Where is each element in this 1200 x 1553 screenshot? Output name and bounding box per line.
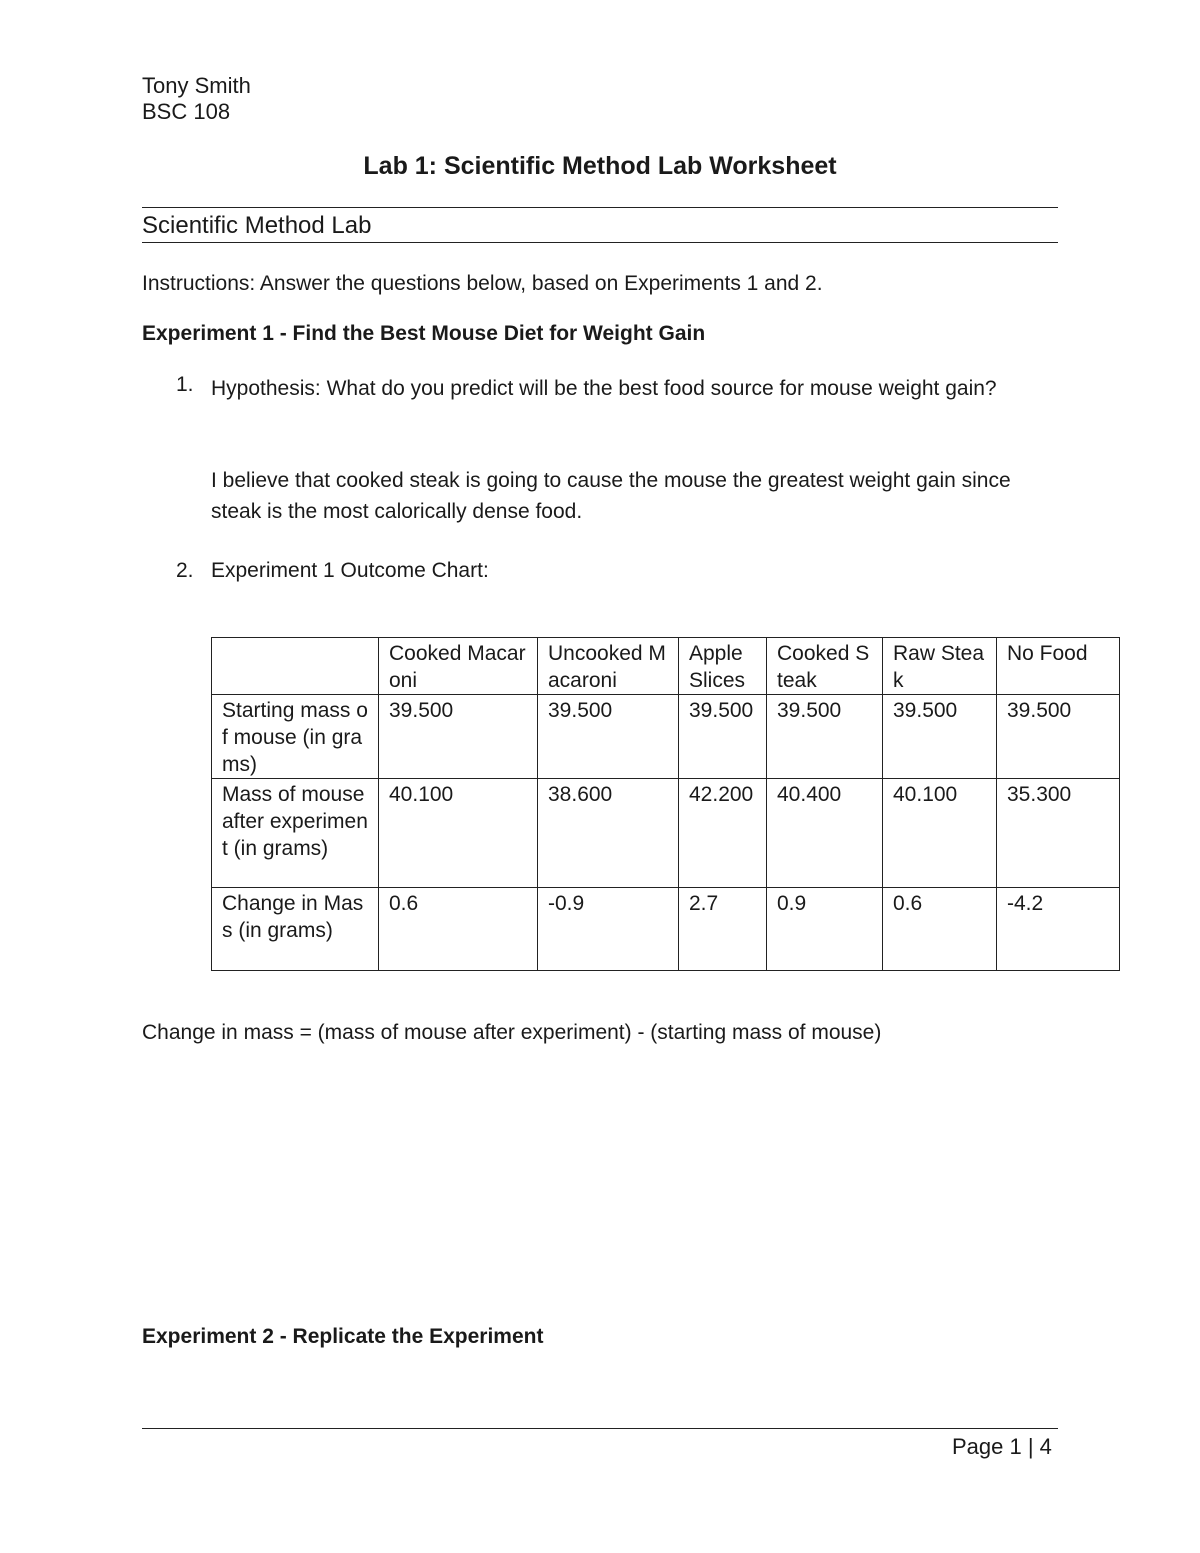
table-cell: 38.600: [538, 779, 679, 888]
question2-number: 2.: [176, 559, 194, 582]
question1-label: Hypothesis:: [211, 377, 321, 400]
table-cell: 40.100: [883, 779, 997, 888]
table-row: [212, 695, 1120, 779]
question1-number: 1.: [176, 373, 194, 396]
table-cell: 40.100: [379, 779, 538, 888]
table-header-cell: No Food: [997, 638, 1120, 695]
table-cell: 35.300: [997, 779, 1120, 888]
table-row: [212, 888, 1120, 971]
table-cell: -4.2: [997, 888, 1120, 971]
table-cell: 39.500: [883, 695, 997, 779]
table-cell: -0.9: [538, 888, 679, 971]
section-heading: Scientific Method Lab: [142, 212, 372, 239]
table-header-cell: Uncooked Macaroni: [538, 638, 679, 695]
table-header-cell: Cooked Steak: [767, 638, 883, 695]
table-header-cell: Apple Slices: [679, 638, 767, 695]
row-label: Mass of mouse after experiment (in grams): [212, 779, 379, 888]
experiment1-heading: Experiment 1 - Find the Best Mouse Diet for Weight Gain: [142, 322, 706, 345]
question1: [211, 373, 1061, 404]
experiment2-heading: Experiment 2 - Replicate the Experiment: [142, 1325, 544, 1348]
change-in-mass-formula: Change in mass = (mass of mouse after experiment) - (starting mass of mouse): [142, 1021, 882, 1044]
table-cell: 40.400: [767, 779, 883, 888]
question2-text: Experiment 1 Outcome Chart:: [211, 559, 489, 582]
table-cell: 0.6: [883, 888, 997, 971]
heading-top-rule: [142, 207, 1058, 208]
author-name: Tony Smith: [142, 73, 251, 98]
table-cell: 39.500: [679, 695, 767, 779]
table-cell: 0.9: [767, 888, 883, 971]
course-code: BSC 108: [142, 99, 231, 124]
heading-bottom-rule: [142, 242, 1058, 243]
instructions-text: Instructions: Answer the questions below, based on Experiments 1 and 2.: [142, 272, 823, 295]
table-header-cell: [212, 638, 379, 695]
table-header-cell: Raw Steak: [883, 638, 997, 695]
footer-rule: [142, 1428, 1058, 1429]
table-cell: 39.500: [997, 695, 1120, 779]
table-cell: 39.500: [379, 695, 538, 779]
row-label: Starting mass of mouse (in grams): [212, 695, 379, 779]
table-cell: 39.500: [538, 695, 679, 779]
question1-text: What do you predict will be the best food source for mouse weight gain?: [326, 377, 997, 400]
table-header-row: [212, 638, 1120, 695]
table-cell: 39.500: [767, 695, 883, 779]
page-title: Lab 1: Scientific Method Lab Worksheet: [363, 152, 837, 180]
page-number: Page 1 | 4: [952, 1434, 1052, 1459]
table-header-cell: Cooked Macaroni: [379, 638, 538, 695]
row-label: Change in Mass (in grams): [212, 888, 379, 971]
question1-answer: I believe that cooked steak is going to cause the mouse the greatest weight gain since steak is the most calorically dense food.: [211, 469, 1011, 523]
table-cell: 42.200: [679, 779, 767, 888]
table-cell: 2.7: [679, 888, 767, 971]
table-row: [212, 779, 1120, 888]
outcome-table: [211, 637, 1120, 971]
table-cell: 0.6: [379, 888, 538, 971]
